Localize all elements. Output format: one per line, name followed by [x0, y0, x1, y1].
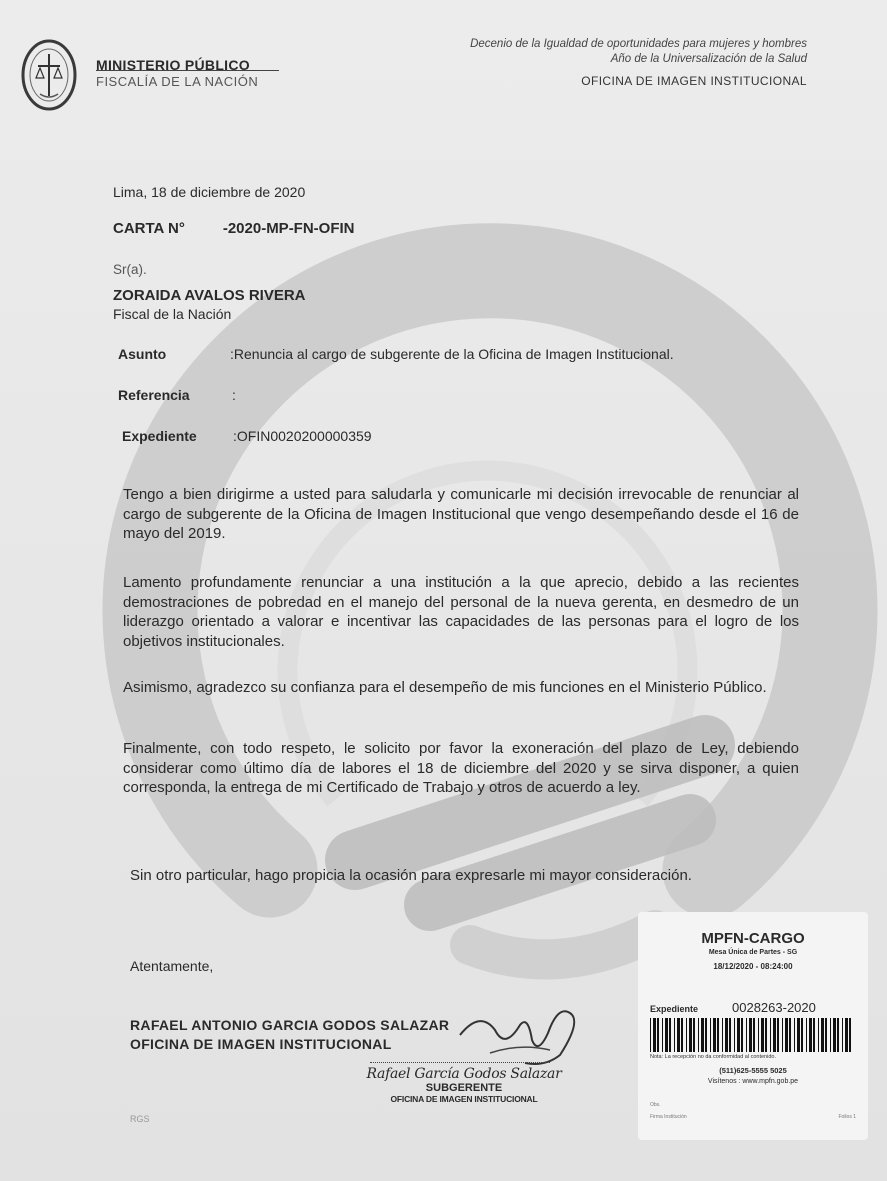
barcode-bar [725, 1018, 728, 1052]
stamp-title: SUBGERENTE [425, 1082, 503, 1094]
barcode-bar [845, 1018, 848, 1052]
expediente-label: Expediente [122, 428, 197, 444]
barcode-bar [701, 1018, 704, 1052]
receipt-stamp [638, 912, 868, 1140]
receipt-expediente-label: Expediente [650, 1004, 699, 1014]
typist-initials: RGS [130, 1114, 150, 1124]
asunto-value: :Renuncia al cargo de subgerente de la Oficina de Imagen Institucional. [230, 346, 674, 362]
receipt-phone: (511)625-5555 5025 [719, 1066, 787, 1075]
barcode-bar [806, 1018, 807, 1052]
paragraph-2: Lamento profundamente renunciar a una institución a la que aprecio, debido a las recientes demostraciones de pobredad en el manejo del personal de la nueva gerenta, en desmedro de un liderazgo orientado a valorar e incentivar las capacidades de las personas para el logro de los objetivos institucionales. [123, 574, 799, 650]
barcode-bar [741, 1018, 743, 1052]
barcode-bar [765, 1018, 767, 1052]
barcode-bar [777, 1018, 779, 1052]
barcode-bar [722, 1018, 723, 1052]
barcode-bar [833, 1018, 836, 1052]
paragraph-3: Asimismo, agradezco su confianza para el desempeño de mis funciones en el Ministerio Público. [123, 679, 767, 696]
referencia-label: Referencia [118, 387, 190, 403]
institution-seal-icon [20, 38, 78, 112]
carta-label: CARTA N° [113, 220, 185, 237]
barcode-bar [681, 1018, 683, 1052]
receipt-datetime: 18/12/2020 - 08:24:00 [713, 962, 793, 971]
barcode-bar [753, 1018, 755, 1052]
barcode-bar [758, 1018, 759, 1052]
decenio-line-1: Decenio de la Igualdad de oportunidades para mujeres y hombres [470, 38, 807, 50]
decenio-line-2: Año de la Universalización de la Salud [610, 53, 807, 65]
stamp-office: OFICINA DE IMAGEN INSTITUCIONAL [390, 1094, 538, 1104]
addressee-name: ZORAIDA AVALOS RIVERA [113, 287, 306, 304]
barcode-bar [650, 1018, 651, 1052]
barcode-bar [746, 1018, 747, 1052]
stamp-line [370, 1062, 550, 1063]
paragraph-4: Finalmente, con todo respeto, le solicito por favor la exoneración del plazo de Ley, debiendo considerar como último día de labores el 18 de diciembre del 2020 y se sirva disponer, a quien corresponda, la entrega de mi Certificado de Trabajo y otros de acuerdo a ley. [123, 740, 799, 796]
receipt-obs: Obs. [650, 1102, 661, 1108]
paragraph-5: Sin otro particular, hago propicia la ocasión para expresarle mi mayor consideración. [130, 867, 692, 884]
barcode-bar [789, 1018, 791, 1052]
barcode-bar [657, 1018, 659, 1052]
barcode-bar [821, 1018, 824, 1052]
barcode-bar [686, 1018, 687, 1052]
referencia-value: : [232, 387, 236, 403]
receipt-firma: Firma Institución [650, 1114, 687, 1120]
barcode-bar [689, 1018, 692, 1052]
office-heading: OFICINA DE IMAGEN INSTITUCIONAL [581, 74, 807, 88]
barcode-bar [794, 1018, 795, 1052]
barcode-bar [662, 1018, 663, 1052]
barcode-bar [782, 1018, 783, 1052]
org-subtitle: FISCALÍA DE LA NACIÓN [96, 74, 259, 89]
barcode-bar [713, 1018, 716, 1052]
barcode-bar [813, 1018, 815, 1052]
barcode-bar [729, 1018, 731, 1052]
barcode-bar [818, 1018, 819, 1052]
barcode-bar [837, 1018, 839, 1052]
barcode-bar [801, 1018, 803, 1052]
handwritten-signature [450, 995, 590, 1075]
barcode-bar [749, 1018, 752, 1052]
barcode-bar [669, 1018, 671, 1052]
signer-office: OFICINA DE IMAGEN INSTITUCIONAL [130, 1036, 392, 1052]
barcode-bar [737, 1018, 740, 1052]
barcode-bar [770, 1018, 771, 1052]
barcode-bar [809, 1018, 812, 1052]
letter-number [113, 220, 355, 237]
barcode-bar [734, 1018, 735, 1052]
barcode-bar [705, 1018, 707, 1052]
barcode-bar [849, 1018, 851, 1052]
barcode-bar [717, 1018, 719, 1052]
barcode-bar [665, 1018, 668, 1052]
letter-date: Lima, 18 de diciembre de 2020 [113, 184, 306, 200]
carta-number: -2020-MP-FN-OFIN [222, 220, 355, 237]
receipt-expediente-value: 0028263-2020 [732, 1000, 816, 1015]
barcode-bar [710, 1018, 711, 1052]
receipt-note: Nota: La recepción no da conformidad al contenido. [650, 1054, 776, 1060]
paragraph-1: Tengo a bien dirigirme a usted para saludarla y comunicarle mi decisión irrevocable de renunciar al cargo de subgerente de la Oficina de Imagen Institucional que vengo desempeñando desde el 16 de mayo del 2019. [123, 486, 799, 542]
barcode-bar [674, 1018, 675, 1052]
salutation: Sr(a). [113, 262, 147, 277]
decenio-text [470, 37, 807, 67]
receipt-subtitle: Mesa Única de Partes - SG [708, 949, 798, 956]
addressee-role: Fiscal de la Nación [113, 306, 232, 322]
receipt-web: Visítenos : www.mpfn.gob.pe [707, 1078, 799, 1085]
barcode-bar [677, 1018, 680, 1052]
expediente-value: :OFIN0020200000359 [233, 428, 372, 444]
receipt-title: MPFN-CARGO [701, 930, 805, 947]
org-name: MINISTERIO PÚBLICO [96, 57, 250, 73]
barcode-bar [693, 1018, 695, 1052]
barcode-bar [698, 1018, 699, 1052]
receipt-folio: Folios 1 [838, 1114, 856, 1120]
asunto-label: Asunto [118, 346, 167, 362]
signer-name: RAFAEL ANTONIO GARCIA GODOS SALAZAR [130, 1017, 450, 1033]
closing: Atentamente, [130, 958, 214, 974]
stamp-name: Rafael García Godos Salazar [366, 1066, 562, 1082]
barcode-bar [842, 1018, 843, 1052]
signature-stamp [366, 1066, 562, 1104]
barcode-bar [785, 1018, 788, 1052]
barcode-bar [773, 1018, 776, 1052]
barcode-bar [761, 1018, 764, 1052]
barcode-bar [830, 1018, 831, 1052]
barcode [650, 1018, 856, 1052]
barcode-bar [653, 1018, 656, 1052]
barcode-bar [825, 1018, 827, 1052]
barcode-bar [797, 1018, 800, 1052]
org-divider [96, 70, 279, 71]
signer-block [130, 1016, 449, 1054]
